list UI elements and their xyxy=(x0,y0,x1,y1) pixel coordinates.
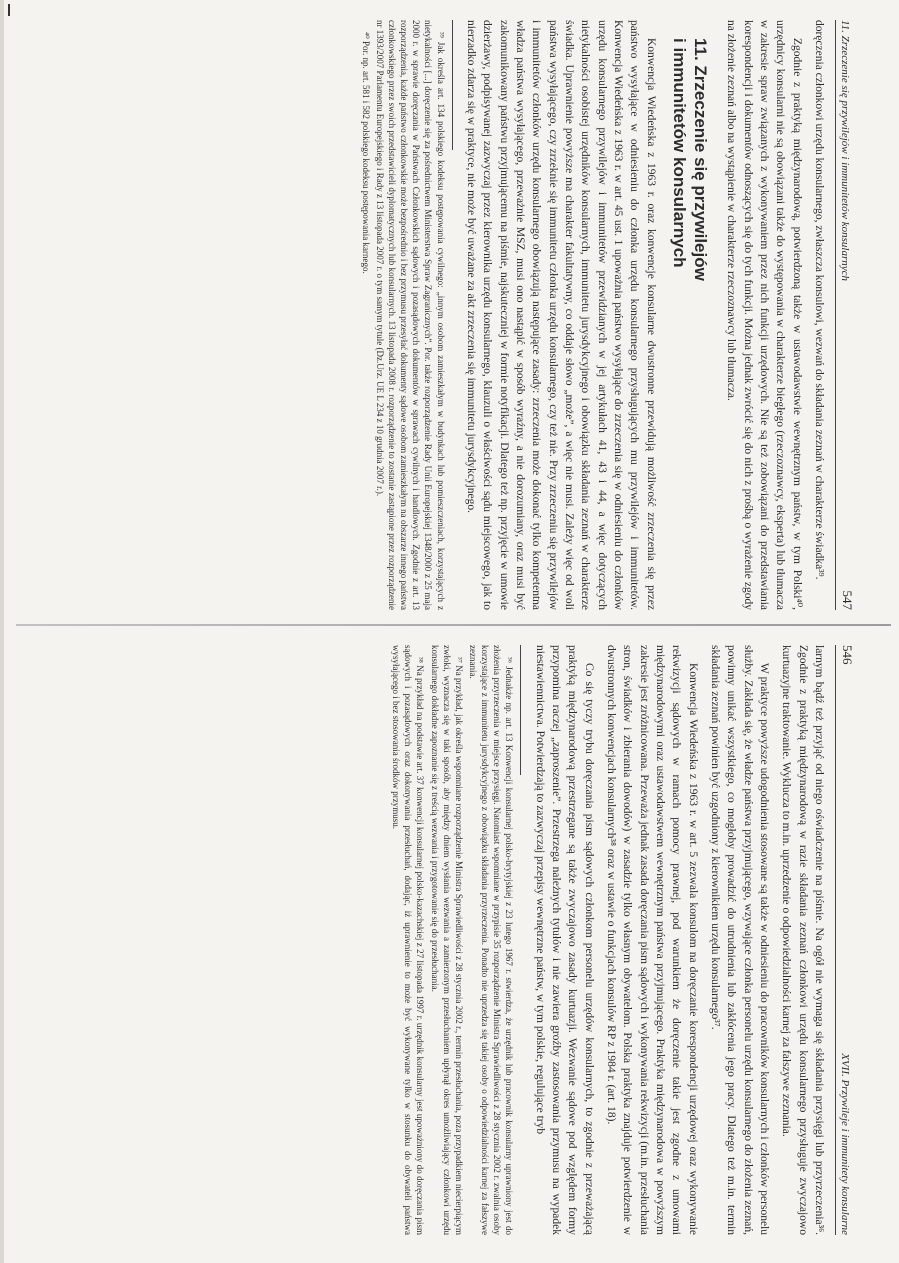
section-title-line: i immunitetów konsularnych xyxy=(669,38,689,268)
page-number: 547 xyxy=(840,590,855,610)
section-title xyxy=(669,38,712,610)
paragraph: Zgodnie z praktyką międzynarodową, potwierdzoną także w ustawodawstwie wewnętrznym państw, w tym Polski⁴⁰, urzędnicy konsularni nie są obowiązani także do występowania w charakterze biegłego (rzeczoznawcy, eksperta) lub tłumacza w zakresie spraw związanych z wykonywaniem przez nich funkcji urzędowych. Nie są też zobowiązani do przedstawiania korespondencji i dokumentów odnoszących się do tych funkcji. Można jednak zwrócić się do nich z prośbą o wyrażenie zgody na złożenie zeznań albo na wystąpienie w charakterze rzeczoznawcy lub tłumacza. xyxy=(725,20,803,610)
paragraph: Konwencja Wiedeńska z 1963 r. w art. 5 zezwala konsulom na doręczanie korespondencji urzędowej oraz wykonywanie rekwizycji sądowych w ramach pomocy prawnej, pod warunkiem że doręczenie takie jest zgodne z umowami międzynarodowymi oraz ustawodawstwem wewnętrznym państwa przyjmującego. Praktyka międzynarodowa w powyższym zakresie jest zróżnicowana. Przeważa jednak zasada doręczania pism sądowych i wykonywania rekwizycji (m.in. przesłuchania stron, świadków i zbierania dowodów) w zasadzie tylko własnym obywatelom. Polska praktyka znajduje potwierdzenie w dwustronnych konwencjach konsularnych³⁸ oraz w ustawie o funkcjach konsulów RP z 1984 r. (art. 18). xyxy=(605,645,699,1235)
scan-mark xyxy=(8,4,10,16)
footnote: ³⁸ Na przykład na podstawie art. 37 konwencji konsularnej polsko-kazachskiej z 27 listopada 1997 r. urzędnik konsularny jest upoważniony do doręczania pism sądowych i pozasądowych oraz dokonywania przesłuchań, dodając, iż uprawnienie to może być wykonywane tylko w stosunku do obywateli państwa wysyłającego i bez stosowania środków przymusu. xyxy=(391,645,426,1235)
footnote: ³⁷ Na przykład, jak określa wspomniane rozporządzenie Ministra Sprawiedliwości z 28 stycznia 2002 r., termin przesłuchania, poza przypadkiem niecierpiącym zwłoki, wyznacza się w taki sposób, aby między dniem wysłania wezwania a zamierzonym przesłuchaniem upłynął okres umożliwiający członkowi urzędu konsularnego dokładne zapoznanie się z treścią wezwania i przygotowanie się do przesłuchania. xyxy=(429,645,464,1235)
footnote: ³⁹ Jak określa art. 134 polskiego kodeksu postępowania cywilnego: „innym osobom zamieszkałym w budynkach lub pomieszczeniach, korzystających z nietykalności [...] doręczenie się za pośrednictwem Ministerstwa Spraw Zagranicznych”. Por. także rozporządzenie Rady Unii Europejskiej 1348/2000 z 25 maja 2000 r. w sprawie doręczania w Państwach Członkowskich sądowych i pozasądowych dokumentów w sprawach cywilnych i handlowych. Zgodnie z art. 13 rozporządzenia, każde państwo członkowskie może bezpośrednio i bez przymusu przesyłać dokumenty sądowe osobom zamieszkałym na obszarze innego państwa członkowskiego przez swoich przedstawicieli dyplomatycznych lub konsularnych. 13 listopada 2008 r. rozporządzenie to zostanie zastąpione przez rozporządzenie nr 1393/2007 Parlamentu Europejskiego i Rady z 13 listopada 2007 r. o tym samym tytule (Dz.Urz. UE L 234 z 10 grudnia 2007 r.). xyxy=(374,20,446,610)
footnote-divider xyxy=(452,20,453,150)
paragraph: doręczenia członkowi urzędu konsularnego, zwłaszcza konsulowi, wezwań do składania zeznań w charakterze świadka³⁹. xyxy=(813,20,825,580)
running-head xyxy=(835,20,855,610)
page-547 xyxy=(40,20,855,610)
footnote: ⁴⁰ Por. np. art. 581 i 582 polskiego kodeksu postępowania karnego. xyxy=(360,32,371,274)
running-head xyxy=(835,645,855,1235)
running-head-title: XVII. Przywileje i immunitety konsularne xyxy=(839,1053,851,1235)
paragraph: Konwencja Wiedeńska z 1963 r. oraz konwencje konsularne dwustronne przewidują możliwość zrzeczenia się przez państwo wysyłające w odniesieniu do członka urzędu konsularnego przysługujących mu przywilejów i immunitetów. Konwencja Wiedeńska z 1963 r. w art. 45 ust. 1 upoważnia państwo wysyłające do zrzeczenia się w odniesieniu do członków urzędu konsularnego przywilejów i immunitetów przewidzianych w jej artykułach 41, 43 i 44, a więc dotyczących nietykalności osobistej urzędników konsularnych, immunitetu jurysdykcyjnego i obowiązku składania zeznań w charakterze świadka. Uprawnienie powyższe ma charakter fakultatywny, co oddaje słowo „może”, a więc nie musi. Zależy więc od woli państwa wysyłającego, czy zrzeknie się immunitetu członka urzędu konsularnego, czy też nie. Przy zrzeczeniu się przywilejów i immunitetów członków urzędu konsularnego obowiązują następujące zasady: zrzeczenia może dokonać tylko kompetentna władza państwa wysyłającego, przeważnie MSZ, musi ono nastąpić w sposób wyraźny, a nie dorozumiany, oraz musi być zakomunikowany państwu przyjmującemu na piśmie, najskuteczniej w formie notyfikacji. Dlatego też np. przyjęcie w umowie dzierżawy, podpisywanej zazwyczaj przez kierownika urzędu konsularnego, klauzuli o właściwości sądu miejscowego, jak to nierzadko zdarza się w praktyce, nie może być uważane za akt zrzeczenia się immunitetu jurysdykcyjnego. xyxy=(464,20,657,610)
page-divider xyxy=(16,624,891,626)
section-title-line: 11. Zrzeczenie się przywilejów xyxy=(691,38,711,281)
page-number: 546 xyxy=(840,645,855,665)
paragraph: larnym bądź też przyjąć od niego oświadczenie na piśmie. Na ogół nie wymaga się składania przysięgi lub przyrzeczenia³⁶. Zgodnie z praktyką międzynarodową w razie składania zeznań członkowi urzędu konsularnego przysługuje zwyczajowo kurtuazyjne traktowanie. Wyklucza to m.in. uprzedzenie o odpowiedzialności karnej za fałszywe zeznania. xyxy=(780,645,825,1235)
paragraph: W praktyce powyższe udogodnienia stosowane są także w odniesieniu do pracowników konsularnych i członków personelu służby. Zakłada się, że władze państwa przyjmującego, wzywające członka personelu urzędu konsularnego do złożenia zeznań, powinny unikać wszystkiego, co mogłoby prowadzić do utrudnienia lub zakłócenia jego pracy. Dlatego też m.in. termin składania zeznań powinien być uzgodniony z kierownikiem urzędu konsularnego³⁷. xyxy=(709,645,771,1235)
scan-edge xyxy=(0,0,4,1263)
footnote: ³⁶ Jednakże np. art. 13 Konwencji konsularnej polsko-brytyjskiej z 23 lutego 1967 r. stwierdza, że urzędnik lub pracownik konsularny uprawniony jest do złożenia przyrzeczenia w miejsce przysięgi. Natomiast wspomniane w przypisie 35 rozporządzenie Ministra Sprawiedliwości z 28 stycznia 2002 r. zwalnia osoby korzystające z immunitetu jurysdykcyjnego z obowiązku składania przyrzeczenia. Ponadto nie uprzedza się takiej osoby o odpowiedzialności karnej za fałszywe zeznania. xyxy=(468,645,515,1235)
page-546 xyxy=(40,645,855,1235)
footnote-divider xyxy=(520,645,521,775)
running-head-title: 11. Zrzeczenie się przywilejów i immunitetów konsularnych xyxy=(839,20,851,282)
paragraph: Co się tyczy trybu doręczania pism sądowych członkom personelu urzędów konsularnych, to zgodnie z przeważającą praktyką międzynarodową przestrzegane są także zwyczajowo zasady kurtuazji. Wezwanie sądowe pod względem formy przypomina raczej „zaproszenie”. Przestrzega należnych tytułów i nie zawiera groźby zastosowania przymusu na wypadek niestawiennictwa. Potwierdzają to zazwyczaj przepisy wewnętrzne państw, w tym polskie, regulujące tryb xyxy=(533,645,595,1235)
